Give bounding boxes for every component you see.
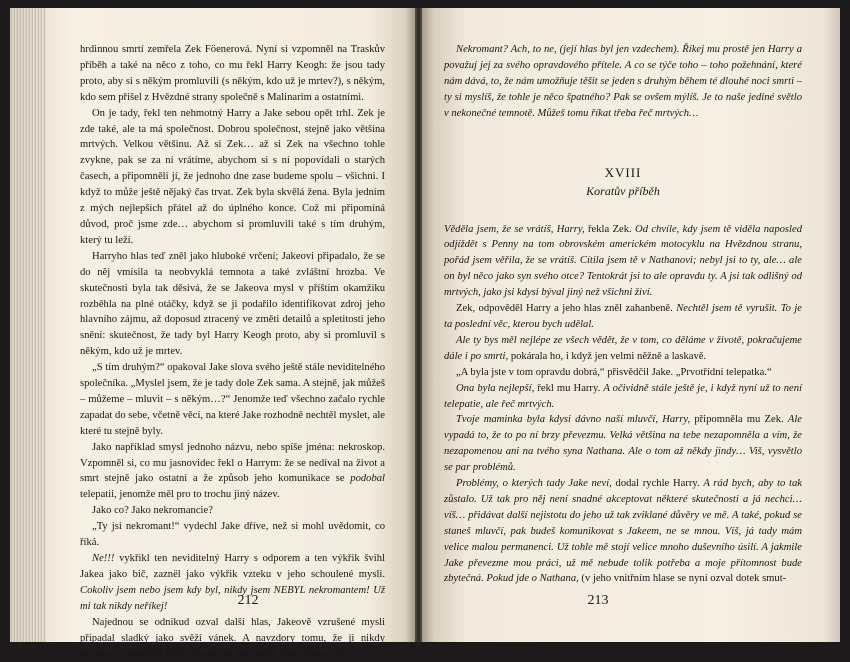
chapter-title: Koratův příběh [586, 183, 660, 198]
chapter-number: XVIII [604, 164, 642, 180]
text-run: připomněla mu Zek. [694, 414, 788, 426]
text-run: (v jeho vnitřním hlase se nyní ozval dotek smut- [581, 573, 787, 585]
text-run: Zek, odpověděl Harry a jeho hlas zněl zahanbeně. [456, 303, 677, 315]
text-run: Jako například smysl jednoho názvu, nebo spíše jména: nekroskop. Vzpomněl si, co mu jasnovidec řekl o Harrym: že se nedíval na život a smrt stejně jako ostatní a že způsob jeho komunikace se [80, 441, 385, 485]
open-book [10, 8, 840, 660]
left-page-number: 212 [237, 593, 259, 608]
italic-text-run: Nechtěl jsem tě vyrušit. To je ta poslední věc, kterou bych udělal. [444, 303, 802, 330]
paragraph [80, 360, 385, 440]
text-run: řekla Zek. [588, 223, 636, 235]
italic-text-run: Ale ty bys měl nejlépe ze všech vědět, že v tom, co děláme v životě, pokračujeme dále i po smrti, [444, 334, 802, 362]
right-page [422, 8, 840, 642]
paragraph [444, 412, 802, 476]
paragraph [444, 333, 802, 365]
text-run: On je tady, [92, 107, 144, 119]
right-page-number: 213 [587, 593, 609, 608]
italic-text-run: podobal [350, 473, 385, 485]
italic-text-run: Věděla jsem, že se vrátíš, Harry, [444, 223, 589, 235]
book-gutter [415, 8, 422, 642]
text-run: Harryho hlas teď zněl jako hluboké vrčení; Jakeovi připadalo, že se do něj vmísila ta neobvyklá temnota a také zvláštní hrozba. Ve skutečnosti byla tak děsivá, že se Jakeova mysl v příštím okamžiku rozběhla na plné otáčky, když se ji podařilo identifikovat zdroj jeho hlavního zájmu, až doposud ztracený ve změti detailů a spletitosti jeho snění: skutečnost, že tady byl Harry Keogh proto, aby si promluvil s někým, kdo už je mrtev. [80, 250, 385, 358]
paragraph [444, 476, 802, 587]
right-page-intro-text [444, 42, 802, 122]
left-page [10, 8, 415, 660]
text-run: řekl mu Harry. [537, 382, 604, 394]
chapter-heading [444, 164, 802, 200]
paragraph [80, 519, 385, 551]
paragraph [80, 42, 385, 106]
italic-text-run: Pokud jde o Nathana, [486, 573, 582, 585]
paragraph [444, 301, 802, 333]
italic-text-run: Nekromant? Ach, to ne, (její hlas byl jen vzdechem). Říkej mu prostě jen Harry a považuj jej za svého opravdového přítele. A co se týče toho – toho požehnání, které nám dává, to, že nám umožňuje těšit se jeden s druhým během té dlouhé noci smrti – ty si myslíš, že tohle je něco špatného? Pak se ovšem mýlíš. Je to naše jediné světlo v nekonečné temnotě. Můžeš tomu říkat třeba řeč mrtvých… [444, 44, 802, 119]
page-edges [10, 8, 46, 642]
right-page-text [444, 222, 802, 588]
text-run: řekl ten nehmotný Harry a Jake sebou opět trhl. [143, 107, 358, 119]
italic-text-run: Problémy, o kterých tady Jake neví, [456, 478, 616, 490]
paragraph [80, 615, 385, 662]
text-run: Jako co? Jako nekromancie? [92, 505, 213, 517]
paragraph [80, 440, 385, 504]
text-run: Najednou se odnikud ozval další hlas, Jakeově vzrušené mysli připadal sladký jako svěží vánek. A navzdory tomu, že ji nikdy nepoznal, okamžitě věděl, komu ten hlas patří: Zek Föenerové. [80, 616, 385, 660]
paragraph [444, 222, 802, 302]
italic-text-run: A očividně stále ještě je, i když nyní už to není telepatie, ale řeč mrtvých. [444, 382, 802, 410]
paragraph [80, 503, 385, 519]
paragraph [80, 249, 385, 360]
text-run: hrdinnou smrtí zemřela Zek Föenerová. Nyní si vzpomněl na Traskův příběh a také na něco z toho, co mu řekl Harry Keogh: že jsou tady proto, aby si s někým promluvili (s někým, kdo už je mrtev?), s někým, kdo sem přišel z Hvězdné strany společně s Malinarim a ostatními. [80, 44, 385, 103]
paragraph [444, 381, 802, 413]
text-run: „Ty jsi nekromant!“ vydechl Jake dříve, než si mohl uvědomit, co říká. [80, 521, 385, 549]
left-page-text [80, 42, 385, 662]
italic-text-run: Ne!!! [92, 553, 115, 564]
text-run: dodal rychle Harry. [615, 478, 704, 490]
italic-text-run: Ona byla nejlepší, [456, 382, 538, 394]
text-run: vykřikl ten neviditelný Harry s odporem a ten výkřik švihl Jakea jako bič, zaznël jako výkřik vzteku v jeho schoulené mysli. [80, 553, 385, 580]
text-run: „A byla jste v tom opravdu dobrá,“ přisvědčil Jake. „Prvotřídní telepatka.“ [456, 366, 772, 378]
paragraph [444, 42, 802, 122]
italic-text-run: A rád bych, aby to tak zůstalo. Už tak pro něj není snadné akceptovat některé skutečnosti a já nechci… víš… přidávat další nejistotu do jeho už tak zviklané důvěry ve mě. A také, pokud se staneš mluvčí, pak budeš komunikovat s Jakeem, ne se mnou. Víš, já tady mám velice malou permanenci. Už tohle mě stojí velice mnoho duševního úsilí. A jakmile Jake převezme mou práci, už mě nebude tolik potřeba a moje přítomnost bude zbytečná. [444, 478, 802, 585]
italic-text-run: Cokoliv jsem nebo jsem kdy byl, nikdy jsem NEBYL nekromantem! Už mi tak nikdy neříkej! [80, 584, 385, 612]
paragraph [80, 106, 385, 249]
text-run: telepatii, jenomže měl pro to trochu jiný název. [80, 489, 280, 501]
italic-text-run: Ale vypadá to, že to po ní brzy převezmu. Velká většina na tebe nezapomněla a vím, že nezapomenou ani na tvého syna Nathana. Ale o tom až někdy jindy… Viš, vysvětlo se par problémů. [444, 414, 802, 474]
text-run: pokárala ho, i když jen velmi něžně a laskavě. [510, 350, 707, 362]
italic-text-run: Od chvíle, kdy jsem tě viděla naposled odjíždět s Penny na tom obrovském americkém motocyklu na Hvězdnou stranu, pořád jsem věřila, že se vrátíš. Cítila jsem tě v Nathanovi; nebyl jsi to ty, ale… ale on byl něco jako syn svého otce? Tentokrát jsi to ale opravdu ty. A jsi tak odlišný od mrtvých, jako jsi kdysi býval jiný než všichni živí. [444, 223, 802, 299]
italic-text-run: Tvoje maminka byla kdysi dávno naší mluvčí, Harry, [456, 414, 695, 426]
text-run: „S tím druhým?“ opakoval Jake slova svého ještě stále neviditelného společníka. „Myslel jsem, že je tady dole Zek sama. A stejně, jak můžeš – můžeme – mluvit – s někým…?“ Jenomže teď všechno začalo rychle zapadat do sebe, včetně věcí, na které Jake rozhodně nechtěl myslet, ale které tu stejně byly. [80, 362, 385, 437]
text-run: Zek je zde také, ale ta má společnost. Dobrou společnost, stejně jako většina mrtvých. Velkou většinu. Až si Zek… až si Zek na všechno tohle zvykne, pak se za ní vrátíme, abychom si s ní popovídali o starých časech, a připomněli jí, že jednoho dne zase budeme spolu – všichni. I když to může ještě nějaký čas trvat. Zek byla skvělá žena. Byla jedním z mých nejlepších přátel až do úplného konce. Což mi připomíná důvod, proč jsme zde… abychom si promluvili také s tím druhým, který tu leží. [80, 107, 385, 246]
paragraph [444, 365, 802, 381]
